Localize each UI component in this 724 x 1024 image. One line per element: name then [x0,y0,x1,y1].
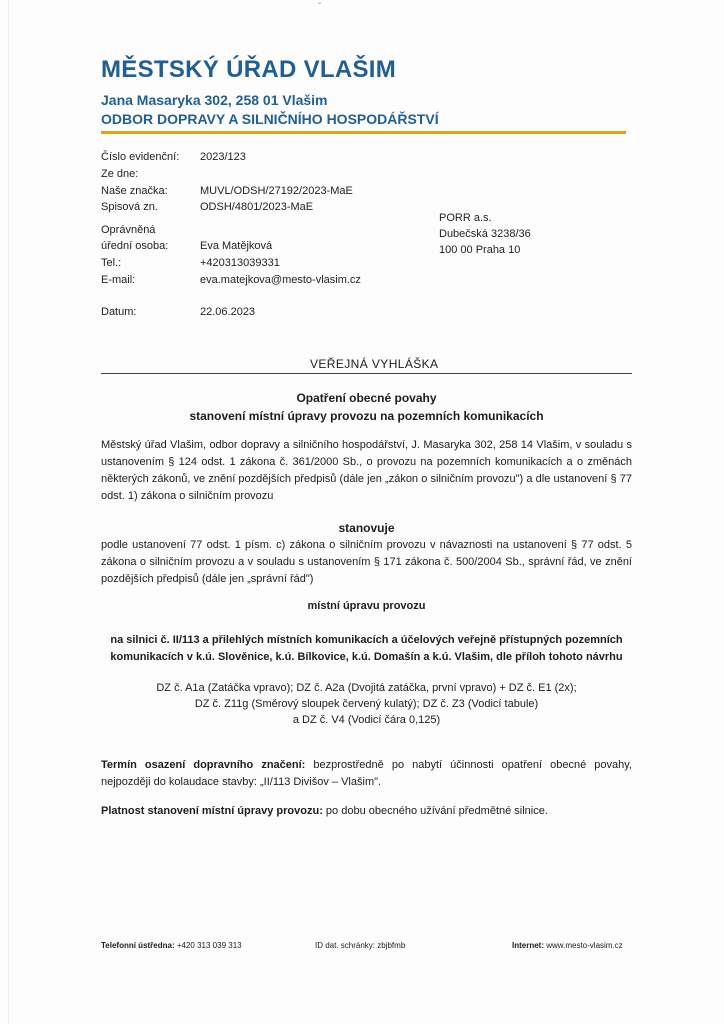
validity-text: po dobu obecného užívání předmětné silnice. [322,805,548,817]
stanovuje-heading: stanovuje [338,521,395,535]
letterhead-accent-line [101,131,626,134]
location-line-2: komunikacích v k.ú. Slověnice, k.ú. Bílkovice, k.ú. Domašín a k.ú. Vlašim, dle příloh tohoto návrhu [110,651,623,663]
footer-phone-value: +420 313 039 313 [174,941,242,950]
footer-web [512,941,623,950]
meta-value: Eva Matějková [200,240,273,252]
term-paragraph [101,757,632,791]
signs-line-3: a DZ č. V4 (Vodicí čára 0,125) [292,714,441,726]
meta-value: +420313039331 [200,257,280,269]
scan-edge-line [8,0,9,1024]
meta-value: 2023/123 [200,151,246,163]
recipient-city: 100 00 Praha 10 [439,244,521,256]
term-label: Termín osazení dopravního značení: [101,759,306,771]
meta-label: Datum: [101,306,137,318]
footer-web-value: www.mesto-vlasim.cz [544,941,623,950]
meta-label: Spisová zn. [101,201,158,213]
signs-line-1: DZ č. A1a (Zatáčka vpravo); DZ č. A2a (Dvojitá zatáčka, první vpravo) + DZ č. E1 (2x); [156,682,577,694]
org-name: MĚSTSKÝ ÚŘAD VLAŠIM [101,56,397,83]
department-name: ODBOR DOPRAVY A SILNIČNÍHO HOSPODÁŘSTVÍ [101,111,439,127]
footer-databox-label: ID dat. schránky: [315,941,376,950]
term-text: bezprostředně po nabytí účinnosti opatření obecné povahy, nejpozději do kolaudace stavby: „II/113 Divišov – Vlašim". [101,759,632,788]
notice-divider [101,373,632,374]
notice-title: VEŘEJNÁ VYHLÁŠKA [310,357,439,371]
meta-label: Naše značka: [101,185,168,197]
footer-databox [315,941,405,950]
footer-phone-label: Telefonní ústředna: [101,941,175,950]
meta-value: 22.06.2023 [200,306,256,318]
location-line-1: na silnici č. II/113 a přilehlých místních komunikacích a účelových veřejně přístupných pozemních [110,634,623,646]
footer-databox-value: zbjbfmb [375,941,406,950]
signs-line-2: DZ č. Z11g (Směrový sloupek červený kulatý); DZ č. Z3 (Vodicí tabule) [194,698,539,710]
meta-label: Oprávněná [101,224,156,236]
stanovuje-paragraph: podle ustanovení 77 odst. 1 písm. c) zákona o silničním provozu v návaznosti na ustanovení § 77 odst. 5 zákona o silničním provozu a v souladu s ustanovením § 171 zákona č. 500/2004 Sb., správní řád, ve znění pozdějších předpisů (dále jen „správní řád") [101,539,632,585]
footer-web-label: Internet: [512,941,544,950]
footer-phone [101,941,242,950]
scan-mark: ˇ [318,2,322,13]
subject-heading: místní úpravu provozu [307,600,426,612]
validity-label: Platnost stanovení místní úpravy provozu: [101,805,323,817]
meta-label: Tel.: [101,257,122,269]
meta-label: úřední osoba: [101,240,169,252]
heading-subject: stanovení místní úpravy provozu na pozemních komunikacích [189,409,544,423]
meta-label: Ze dne: [101,168,139,180]
org-address: Jana Masaryka 302, 258 01 Vlašim [101,92,328,108]
meta-value: MUVL/ODSH/27192/2023-MaE [200,185,353,197]
intro-paragraph: Městský úřad Vlašim, odbor dopravy a silničního hospodářství, J. Masaryka 302, 258 14 Vlašim, v souladu s ustanovením § 124 odst. 1 zákona č. 361/2000 Sb., o provozu na pozemních komunikacích a o změnách některých zákonů, ve znění pozdějších předpisů (dále jen „zákon o silničním provozu") a dle ustanovení § 77 odst. 1) zákona o silničním provozu [101,439,632,502]
recipient-street: Dubečská 3238/36 [439,228,531,240]
meta-label: Číslo evidenční: [101,151,180,163]
validity-paragraph [101,803,632,820]
heading-ogp: Opatření obecné povahy [296,391,437,405]
recipient-name: PORR a.s. [439,212,492,224]
meta-label: E-mail: [101,274,136,286]
meta-value: ODSH/4801/2023-MaE [200,201,314,213]
meta-value: eva.matejkova@mesto-vlasim.cz [200,274,361,286]
